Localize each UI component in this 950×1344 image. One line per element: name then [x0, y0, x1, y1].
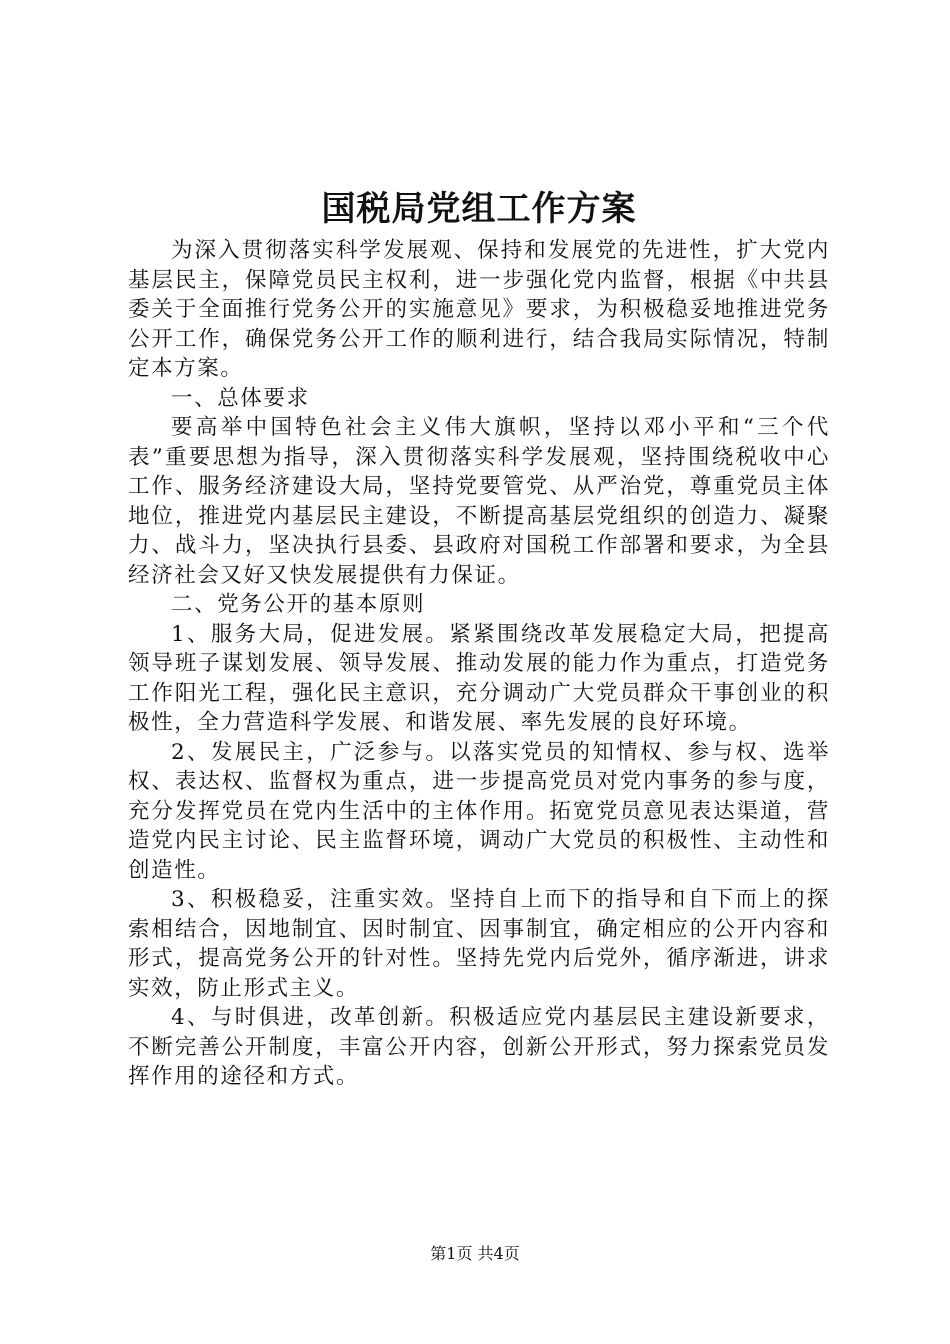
paragraph-intro: 为深入贯彻落实科学发展观、保持和发展党的先进性，扩大党内基层民主，保障党员民主权利，进一步强化党内监督，根据《中共县委关于全面推行党务公开的实施意见》要求，为积极稳妥地推进党务公开工作，确保党务公开工作的顺利进行，结合我局实际情况，特制定本方案。	[128, 238, 830, 381]
document-page	[128, 0, 830, 1344]
page-number-footer: 第1页 共4页	[430, 1244, 520, 1263]
document-title: 国税局党组工作方案	[321, 189, 637, 229]
paragraph-principle-3: 3、积极稳妥，注重实效。坚持自上而下的指导和自下而上的探索相结合，因地制宜、因时制宜、因事制宜，确定相应的公开内容和形式，提高党务公开的针对性。坚持先党内后党外，循序渐进，讲求实效，防止形式主义。	[128, 887, 830, 1001]
document-body	[128, 236, 830, 1092]
paragraph-principle-1: 1、服务大局，促进发展。紧紧围绕改革发展稳定大局，把提高领导班子谋划发展、领导发展、推动发展的能力作为重点，打造党务工作阳光工程，强化民主意识，充分调动广大党员群众干事创业的积极性，全力营造科学发展、和谐发展、率先发展的良好环境。	[128, 621, 830, 735]
paragraph-principle-2: 2、发展民主，广泛参与。以落实党员的知情权、参与权、选举权、表达权、监督权为重点，进一步提高党员对党内事务的参与度，充分发挥党员在党内生活中的主体作用。拓宽党员意见表达渠道，营造党内民主讨论、民主监督环境，调动广大党员的积极性、主动性和创造性。	[128, 739, 830, 883]
section-heading-general-requirements: 一、总体要求	[171, 385, 310, 411]
paragraph-general-requirements: 要高举中国特色社会主义伟大旗帜，坚持以邓小平和“三个代表”重要思想为指导，深入贯彻落实科学发展观，坚持围绕税收中心工作、服务经济建设大局，坚持党要管党、从严治党，尊重党员主体地位，推进党内基层民主建设，不断提高基层党组织的创造力、凝聚力、战斗力，坚决执行县委、县政府对国税工作部署和要求，为全县经济社会又好又快发展提供有力保证。	[128, 415, 830, 588]
section-heading-basic-principles: 二、党务公开的基本原则	[171, 592, 426, 617]
paragraph-principle-4: 4、与时俱进，改革创新。积极适应党内基层民主建设新要求，不断完善公开制度，丰富公开内容，创新公开形式，努力探索党员发挥作用的途径和方式。	[128, 1005, 830, 1089]
